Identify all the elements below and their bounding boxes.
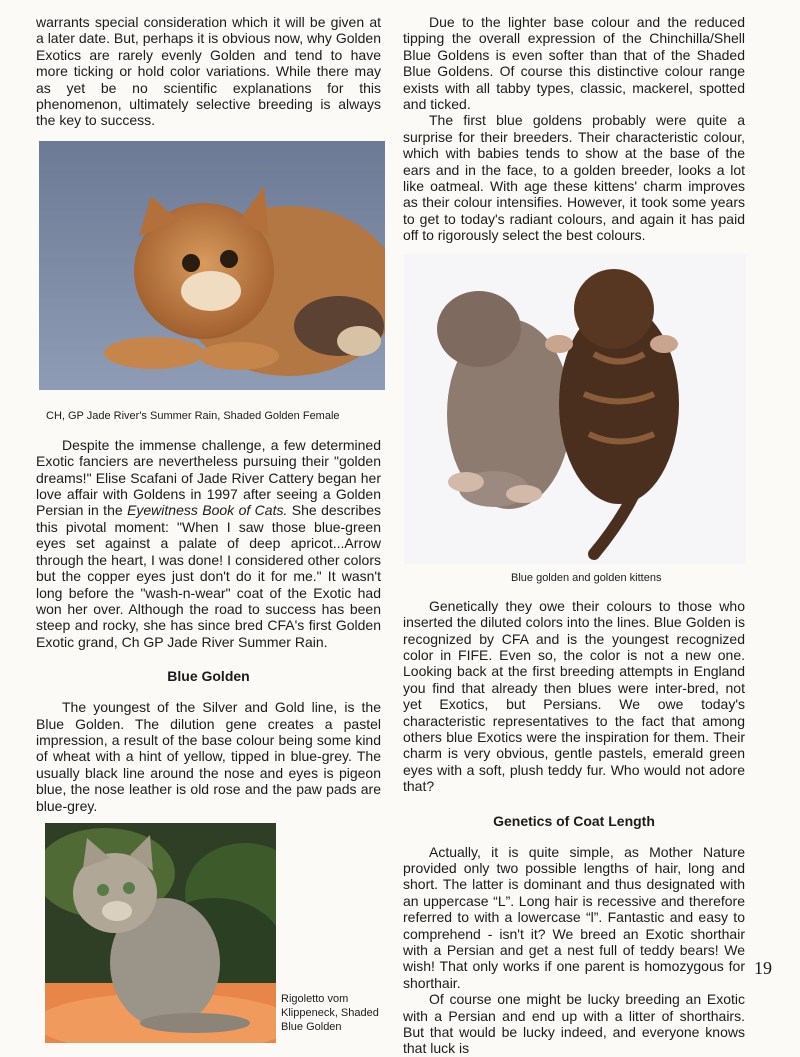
blue-golden-cat-photo: [45, 823, 276, 1043]
right-paragraph-4: Actually, it is quite simple, as Mother Nature provided only two possible lengths of hair, long and short. The latter is dominant and thus designated with an uppercase “L”. Long hair is recessive and therefore referred to with a lowercase “l”. Fantastic and easy to comprehend - isn't it? We breed an Exotic shorthair with a Persian and get a nest full of teddy bears! We wish! That only works if one parent is homozygous for shorthair.: [403, 843, 745, 991]
left-paragraph-3: The youngest of the Silver and Gold line, is the Blue Golden. The dilution gene creates a pastel impression, a result of the base colour being some kind of wheat with a hint of yellow, tipped in blue-grey. The usually black line around the nose and eyes is pigeon blue, the nose leather is old rose and the paw pads are blue-grey.: [36, 699, 381, 814]
kittens-photo: [404, 254, 746, 564]
right-paragraph-5: Of course one might be lucky breeding an Exotic with a Persian and end up with a litter of shorthairs. But that would be lucky indeed, and everyone knows that luck is: [403, 991, 745, 1057]
right-column: [403, 14, 745, 1057]
book-title: Eyewitness Book of Cats.: [127, 502, 288, 519]
photo-caption: Blue golden and golden kittens: [511, 571, 662, 584]
right-paragraph-3: Genetically they owe their colours to those who inserted the diluted colors into the lines. Blue Golden is recognized by CFA and is the youngest recognized color in FIFE. Even so, the color is not a new one. Looking back at the first breeding attempts in England you find that already then blues were inter-bred, not yet Exotics, but Persians. We owe today's characteristic representatives to the fact that among others blue Exotics were the inspiration for them. Their charm is very obvious, gentle pastels, emerald green eyes with a soft, plush teddy fur. Who would not adore that?: [403, 597, 745, 795]
page-number: 19: [754, 958, 772, 978]
paragraph-text: She describes this pivotal moment: "When I saw those blue-green eyes set against a palate of deep apricot...Arrow through the heart, I was done! I considered other colors but the copper eyes just don't do it for me." It wasn't long before the "wash-n-wear" coat of the Exotic had won her over. Although the road to success has been steep and rocky, she has since bred CFA's first Golden Exotic grand, Ch GP Jade River Summer Rain.: [36, 502, 382, 650]
left-paragraph-2: [36, 437, 381, 650]
section-heading-blue-golden: Blue Golden: [167, 668, 250, 685]
right-paragraph-2: The first blue goldens probably were quite a surprise for their breeders. Their characteristic colour, which with babies tends to show at the base of the ears and in the face, to a golden breeder, looks a lot like oatmeal. With age these kittens' charm improves as their colour intensifies. However, it took some years to get to today's radiant colours, and again it has paid off to rigorously select the best colours.: [403, 112, 745, 244]
left-paragraph-1: warrants special consideration which it will be given at a later date. But, perhaps it is obvious now, why Golden Exotics are rarely evenly Golden and tend to have more ticking or hold color variations. While there may as yet be no scientific explanations for this phenomenon, ultimately selective breeding is always the key to success.: [36, 14, 381, 129]
photo-caption: Rigoletto vom Klippeneck, Shaded Blue Golden: [281, 992, 379, 1033]
photo-caption: CH, GP Jade River's Summer Rain, Shaded Golden Female: [46, 409, 340, 422]
left-column: [36, 14, 381, 1043]
shaded-golden-cat-photo: [39, 141, 385, 390]
photo-with-caption: [36, 823, 381, 1043]
right-paragraph-1: Due to the lighter base colour and the reduced tipping the overall expression of the Chinchilla/Shell Blue Goldens is even softer than that of the Shaded Blue Goldens. Of course this distinctive colour range exists with all tabby types, classic, mackerel, spotted and ticked.: [403, 14, 745, 113]
paragraph-text: Despite the immense challenge, a few determined Exotic fanciers are nevertheless pursuing their "golden dreams!" Elise Scafani of Jade River Cattery began her love affair with Goldens in 1997 after seeing a Golden Persian in the: [36, 436, 381, 519]
section-heading-coat-length: Genetics of Coat Length: [493, 812, 655, 829]
